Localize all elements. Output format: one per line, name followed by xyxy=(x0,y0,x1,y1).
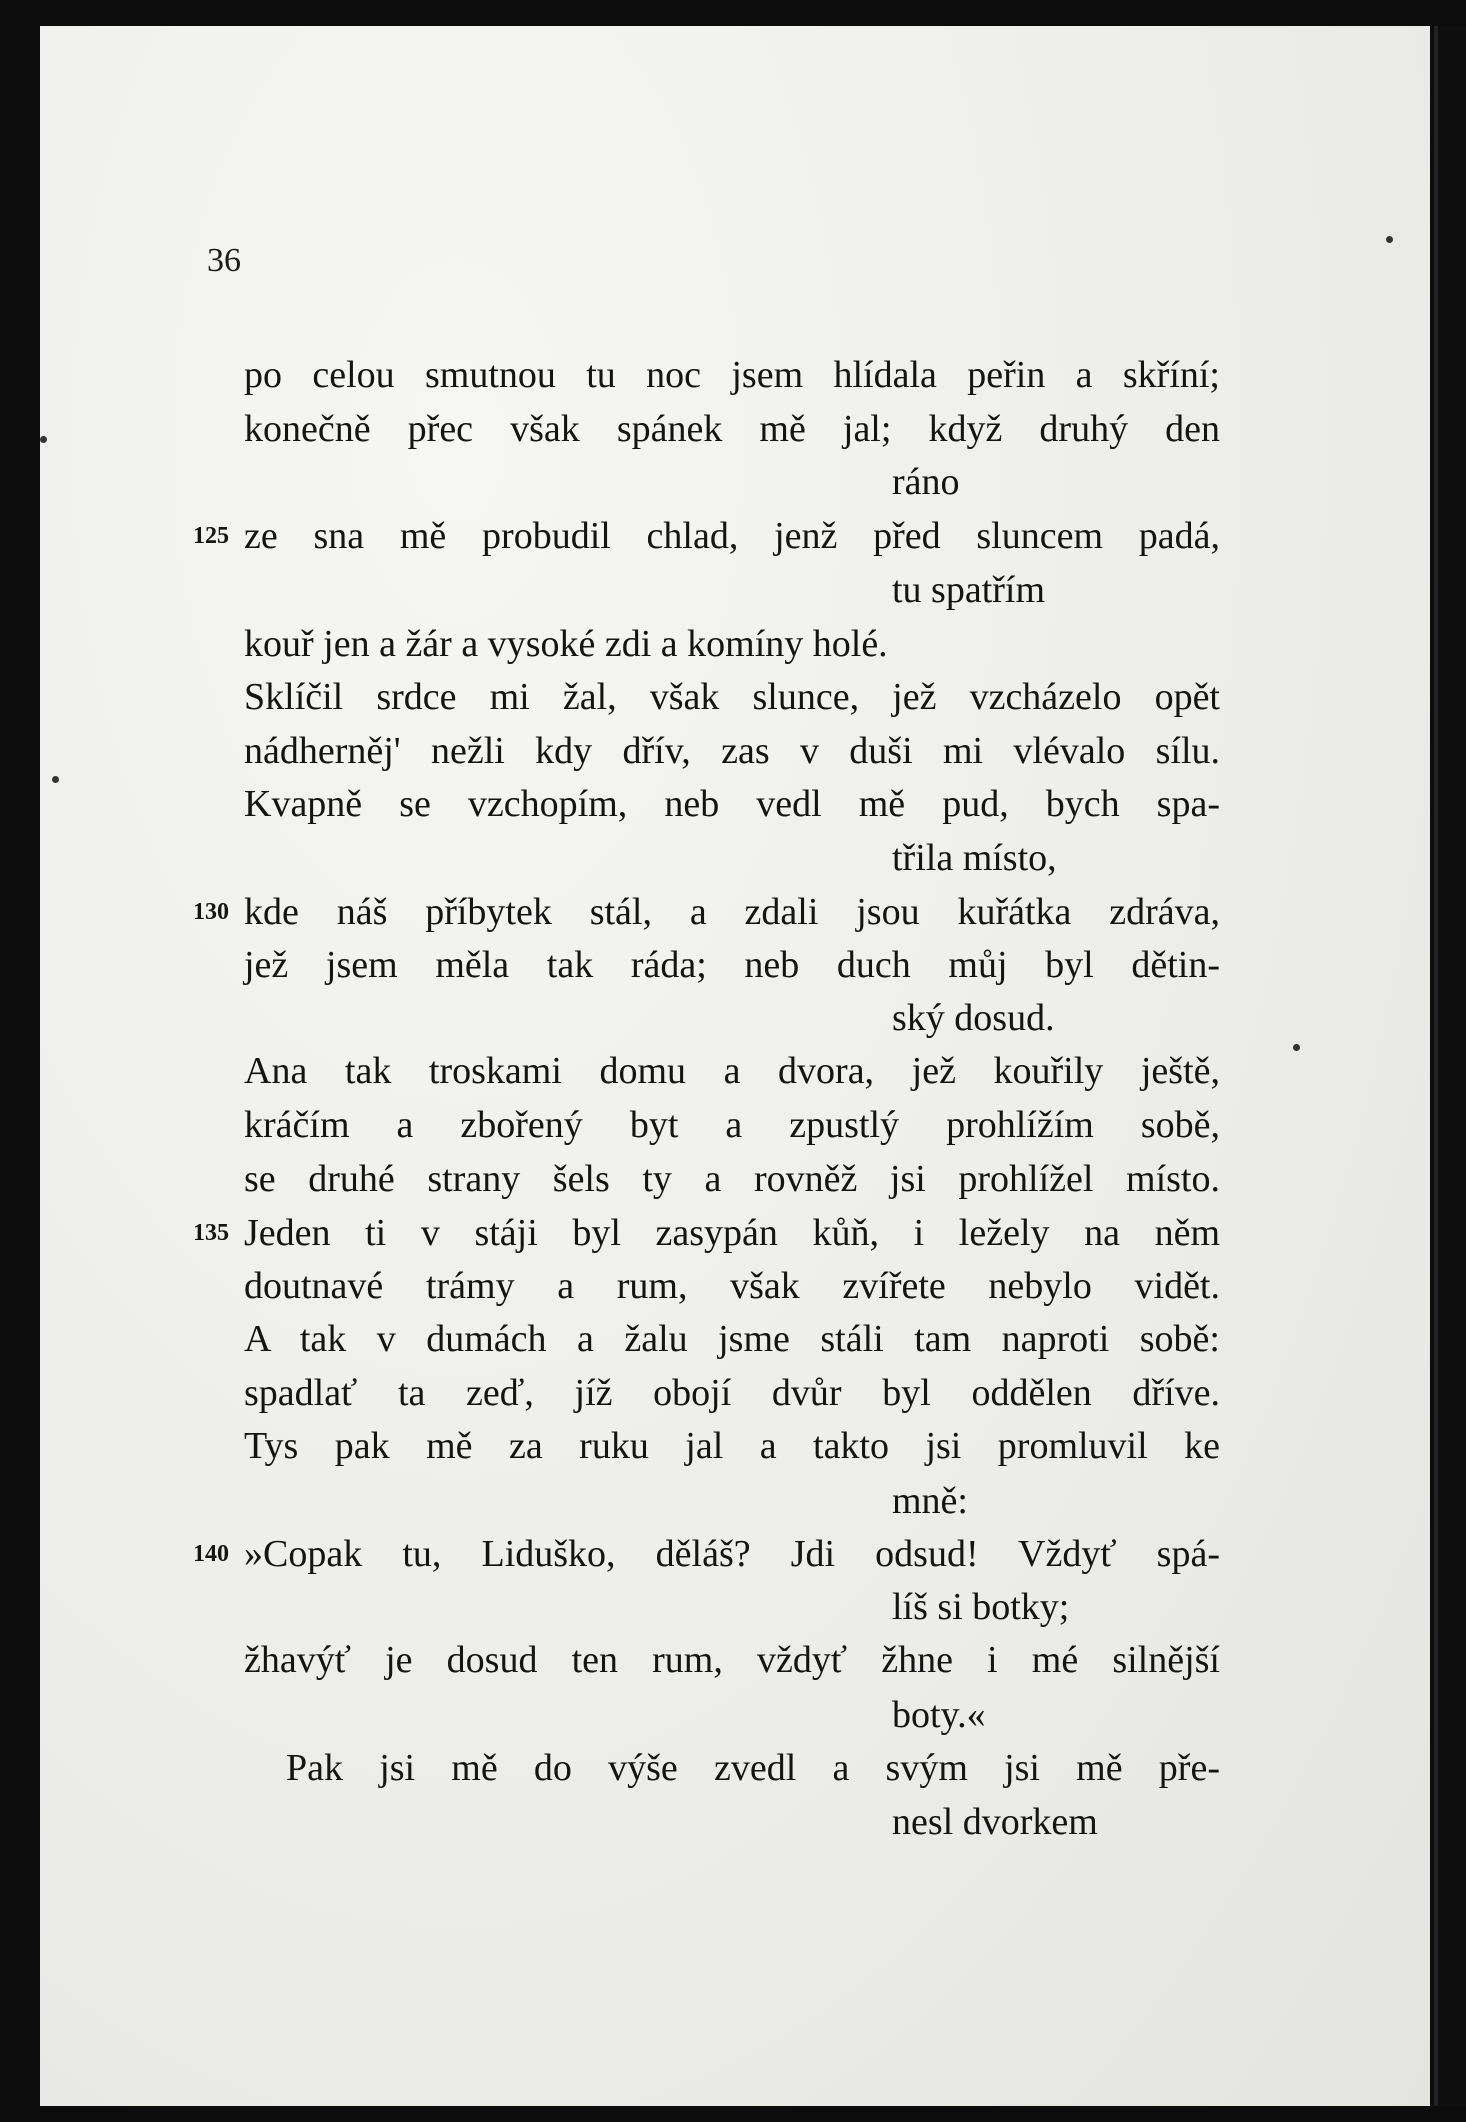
line-number: 125 xyxy=(193,523,229,549)
text-line: tu spatřím xyxy=(892,569,1046,611)
text-line: Tys pak mě za ruku jal a takto jsi promluvil ke xyxy=(244,1425,1220,1467)
text-line: po celou smutnou tu noc jsem hlídala peřin a skříní; xyxy=(244,354,1220,396)
line-number: 135 xyxy=(193,1220,229,1246)
text-line: doutnavé trámy a rum, však zvířete nebylo vidět. xyxy=(244,1265,1220,1307)
text-line: třila místo, xyxy=(892,837,1057,879)
text-line: Ana tak troskami domu a dvora, jež kouřily ještě, xyxy=(244,1050,1220,1092)
text-line: kde náš příbytek stál, a zdali jsou kuřátka zdráva, xyxy=(244,891,1220,933)
text-line: »Copak tu, Liduško, děláš? Jdi odsud! Vždyť spá- xyxy=(244,1533,1220,1575)
text-line: Pak jsi mě do výše zvedl a svým jsi mě pře- xyxy=(286,1747,1220,1789)
line-number: 140 xyxy=(193,1541,229,1567)
text-line: kráčím a zbořený byt a zpustlý prohlížím sobě, xyxy=(244,1104,1220,1146)
dust-speck xyxy=(40,436,47,443)
text-line: ráno xyxy=(892,461,960,503)
text-line: líš si botky; xyxy=(892,1586,1070,1628)
dust-speck xyxy=(52,776,59,783)
text-line: nádherněj' nežli kdy dřív, zas v duši mi vlévalo sílu. xyxy=(244,730,1220,772)
line-number: 130 xyxy=(193,899,229,925)
text-line: se druhé strany šels ty a rovněž jsi prohlížel místo. xyxy=(244,1158,1220,1200)
text-line: A tak v dumách a žalu jsme stáli tam naproti sobě: xyxy=(244,1318,1220,1360)
text-line: nesl dvorkem xyxy=(892,1801,1098,1843)
text-line: ze sna mě probudil chlad, jenž před sluncem padá, xyxy=(244,515,1220,557)
page-number: 36 xyxy=(207,242,241,279)
text-line: Sklíčil srdce mi žal, však slunce, jež vzcházelo opět xyxy=(244,676,1220,718)
text-line: spadlať ta zeď, jíž obojí dvůr byl oddělen dříve. xyxy=(244,1372,1220,1414)
text-line: mně: xyxy=(892,1480,968,1522)
text-line: žhavýť je dosud ten rum, vždyť žhne i mé silnější xyxy=(244,1639,1220,1681)
text-line: boty.« xyxy=(892,1694,986,1736)
text-line: konečně přec však spánek mě jal; když druhý den xyxy=(244,408,1220,450)
text-line: ský dosud. xyxy=(892,997,1055,1039)
text-line: kouř jen a žár a vysoké zdi a komíny holé. xyxy=(244,623,888,665)
text-line: Jeden ti v stáji byl zasypán kůň, i ležely na něm xyxy=(244,1212,1220,1254)
text-line: jež jsem měla tak ráda; neb duch můj byl dětin- xyxy=(244,944,1220,986)
text-line: Kvapně se vzchopím, neb vedl mě pud, bych spa- xyxy=(244,783,1220,825)
dust-speck xyxy=(1293,1044,1300,1051)
dust-speck xyxy=(1386,236,1393,243)
